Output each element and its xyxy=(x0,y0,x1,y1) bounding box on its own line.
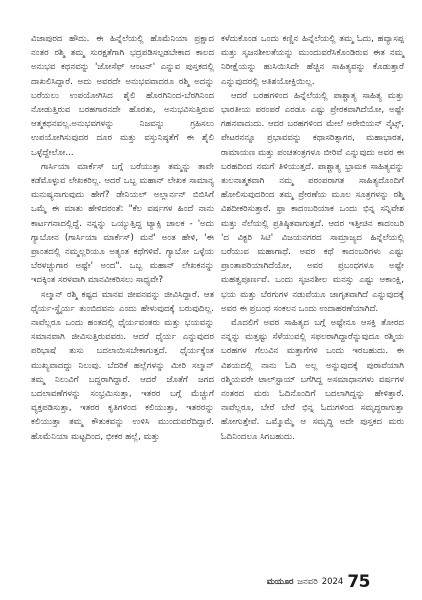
paragraph: ಆದರೆ ಬರಹಗಳಿಂದ ಹಿನ್ನೆಲೆಯಲ್ಲಿ ಪಾಶ್ಚಾತ್ಯ ಸಾಹಿತ್ಯ ಮತ್ತು ಭಾರತೀಯ ಪರಂಪರೆ ಎರಡೂ ಎಷ್ಟು ಪ್ರೇರಕವಾಗಿದೆಯೋ, ಅಷ್ಟೇ ಗಹನವಾದುದು. ಆದರ ಬರಹಗಳಿಂದ ಮೇಲೆ ಅರೇಬಿಯನ್ ನೈಟ್ಸ್, ಪೇಟರನನ್ನೂ ಪ್ರಭಾವವನ್ನು ಕಥಾಸರಿತ್ಸಾಗರ, ಮಹಾಭಾರತ, ರಾಮಾಯಣ ಮತ್ತು ಪಂಚತಂತ್ರಗಳೂ ಬೀರಿವೆ ಎನ್ನುವುದು ಅವರ ಈ ಬರಹದಿಂದ ನಮಗೆ ತಿಳಿಯುತ್ತದೆ. ಪಾಶ್ಚಾತ್ಯ ಭ್ರಾಮಕ ಸಾಹಿತ್ಯವನ್ನು ತುಲನಾತ್ಮಕವಾಗಿ ನಮ್ಮ ಪರಂಪರಾಗತ ಸಾಹಿತ್ಯದೊಂದಿಗೆ ಹೋಲಿಸುವುದರಿಂದ ತಮ್ಮ ಪ್ರೇರಣೆಯ ಮೂಲ ಸೂತ್ರಗಳನ್ನು ರಶ್ಮಿ ವಿಶದೀಕರಿಸುತ್ತಾರೆ. ಫ್ರಾ ಕಾದಂಬರಿಯಾಕ ಒಂದು ಭಿನ್ನ ಸನ್ನಿವೇಶ ಮತ್ತು ನೆಲೆಯಲ್ಲಿ ಪ್ರತಿಷ್ಠಿತವಾಗುತ್ತದೆ. ಆದರ ಇತ್ತೀಚಿನ ಕಾದಂಬರಿ 'ದ ವಿಕ್ಟರಿ ಸಿಟಿ' ವಿಜಯನಗರದ ಸಾಮ್ರಾಜ್ಯದ ಹಿನ್ನೆಲೆಯಲ್ಲಿ ಬರೆಯುವ ಮಹಾಗಾಥೆ. ಅವರ ಕಥೆ ಕಾದಂಬರಿಗಳು ಎಷ್ಟು ಪ್ರಾಂತಾಪರಿಯಾಗಿದೆಯೋ, ಅವರ ಪ್ರಬಂಧಗಳೂ ಅಷ್ಟೇ ಮಹತ್ವಪೂರ್ಣವೆ. ಒಂದು ಸೃಜನಶೀಲ ಮನಸ್ಸು ಎಷ್ಟು ಆಕಾಂಕ್ಷಿ, ಭಯ ಮತ್ತು ಬೆರಗುಗಳ ನಡುವೆಯೂ ಜಾಗೃತವಾಗಿದೆ ಎನ್ನುವುದಕ್ಕೆ ಅವರ ಈ ಪ್ರಬಂಧ ಸಂಕಲನ ಒಂದು ಉದಾಹರಣೆಯಾಗಿದೆ. xyxy=(221,90,404,314)
paragraph: ವಿಜಾಪುರದ ಹೌದು. ಈ ಹಿನ್ನೆಲೆಯಲ್ಲಿ ಹೊಮೆನಿಯಾ ಪ್ರಕ್ಷಾದ ನಂತರ ರಶ್ಮಿ ತಮ್ಮ ಸುರಕ್ಷತೆಗಾಗಿ ಭದ್ರಪಡಿಸಲ್ಪಡಬೇಕಾದ ಕಾಲದ ಅನುಭವ ಕಥನವನ್ನು 'ಜೋಸೆಫ್ ಆಂಟನ್' ಎನ್ನುವ ಪುಸ್ತಕದಲ್ಲಿ ದಾಖಲಿಸಿದ್ದಾರೆ. ಅದು ಅವರದೇ ಅನುಭವವಾದರೂ ರಶ್ಮಿ ಅದನ್ನು ಬರೆಯಲು ಉಪಯೋಗಿಸಿದ ಶೈಲಿ ಹೊರಗಿನಿಂದ-ಬೆರಗಿನಿಂದ ನೋಡುತ್ತಿರುವ ಬರಹಗಾರನದೇ ಹೊರತು, ಅನುಭವಿಸುತ್ತಿರುವ ಆತ್ಮಕಥನವಲ್ಲ.ಅನುಭವಗಳನ್ನು ನಿಜವನ್ನು ಗ್ರಹಿಸಲು ಉಪಯೋಗಿಸುವುದರ ದೂರ ಮತ್ತು ವಸ್ತುನಿಷ್ಠತೆಗೆ ಈ ಶೈಲಿ ಒಳ್ಳೆದ್ದೇಲೋ... xyxy=(31,34,214,158)
left-column xyxy=(31,32,214,444)
issue-month: ಜನವರಿ xyxy=(297,577,318,587)
paragraph: ಕಳೆದುಕೊಂಡ ಒಂದು ಕಣ್ಣಿನ ಹಿನ್ನೆಲೆಯಲ್ಲಿ ತಮ್ಮ ಓದು, ಹವ್ಯಾಸಪ್ಪ ಮತ್ತು ಸೃಜನಶೀಲತೆಯನ್ನು ಮುಂದುವರೆಸಿಕೊಂಡಿರುವ ಈತ ನಮ್ಮ ನಿರೀಕ್ಷೆಯನ್ನು ಹುಸಿಯಿಸಿದೇ ಹೆಚ್ಚಿನ ಸಾಹಿತ್ಯವನ್ನು ಕೊಡುತ್ತಾರೆ ಎನ್ನುವುದರಲ್ಲಿ ಅತಿಶಯೋಕ್ತಿಯಿಲ್ಲ. xyxy=(221,34,404,87)
paragraph: ಗಾರ್ಸಿಯಾ ಮಾರ್ಕೆಸ್ ಬಗ್ಗೆ ಬರೆಯುತ್ತಾ ತಮ್ಮನ್ನು ತಾವೇ ಕಡೆಮೊಳ್ಳುವ ಲೇಖಕರಿಲ್ಲ. ಆದರೆ ಒಬ್ಬ ಮಹಾನ್ ಲೇಖಕ ಸಾಮಾನ್ಯ ಮನುಷ್ಯನಾಗುವುದು ಹೇಗೆ? ಡೇನಿಯಲ್ ಅಲ್ಲಾರ್ನನ್ ಬಿಬಿಸಿಗೆ ಒಮ್ಮೆ ಈ ಮಾತು ಹೇಳಿದರಂತೆ: "ಕೆಲ ವರ್ಷಗಳ ಹಿಂದೆ ನಾನು ಕಾರ್ಟಗನಾದಲ್ಲಿದ್ದೆ. ನನ್ನನ್ನು ಒಯ್ಯುತ್ತಿದ್ದ ಟ್ಯಾಕ್ಸಿ ಚಾಲಕ - 'ಅದು ಗ್ಯಾಬೋನ (ಗಾರ್ಸಿಯಾ ಮಾರ್ಕೆಸ್) ಮನೆ' ಅಂತ ಹೇಳಿ, 'ಈ ಪ್ರಾಂತದಲ್ಲಿ ನಮ್ಮಲ್ಲರಿಯೂ ಅತ್ಯಂತ ಕಥೆಗಳಿವೆ. ಗ್ಯಾಬೋ ಒಳ್ಳೆಯ ಬೆರಳಚ್ಚುಗಾರ ಅಷ್ಟೇ' ಅಂದ". ಒಬ್ಬ ಮಹಾನ್ ಲೇಖಕನನ್ನು ಇದಕ್ಕಿಂತ ಸರಳವಾಗಿ ಮಾನವೀಕರಿಸಲು ಸಾಧ್ಯವೇ? xyxy=(31,161,214,286)
page-footer xyxy=(267,572,370,592)
paragraph: ಸಲ್ಮಾನ್ ರಶ್ಮಿ ಕಷ್ಟದ ಮಾನವ ಜೀವನವನ್ನು ಜೀವಿಸಿದ್ದಾರೆ. ಆತ ಧೈರ್ಯ-ಸ್ಥೈರ್ಯ ತುಂಬಿದವನು ಎಂದು ಹೇಳುವುದಕ್ಕೆ ಬರುವುದಿಲ್ಲ. ನಾವೆಲ್ಲರೂ ಒಂದು ಹಂತದಲ್ಲಿ ಧೈರ್ಯವಂತರು ಮತ್ತು ಭಯವನ್ನು ಸಮಾನವಾಗಿ ಜೀವಿಸುತ್ತಿರುವವರು. ಆದರೆ ಧೈರ್ಯ ಎನ್ನುವುದರ ಪರಿಭಾಷೆ ತುಸು ಬದಲಾಯಿಸಬೇಕಾಗುತ್ತದೆ. ಧೈರ್ಯಕ್ಕೆಂತ ಮುಖ್ಯವಾದದ್ದು ನಿಲುವು. ಬೆದರಿಕೆ ಹಲ್ಲೆಗಳನ್ನು ಮೀರಿ ಸಲ್ಮಾನ್ ತಮ್ಮ ನಿಲುವಿಗೆ ಬದ್ಧರಾಗಿದ್ದಾರೆ. ಆದರೆ ಜೊತೆಗೆ ಜಗದ ಬದಲಾವಣೆಗಳನ್ನು ಸಂಭ್ರಮಿಸುತ್ತಾ, ಇತರರ ಬಗ್ಗೆ ಮೆಚ್ಚುಗೆ ವ್ಯಕ್ತಪಡಿಸುತ್ತಾ, ಇತರರ ಕೃತಿಗಳಿಂದ ಕಲಿಯುತ್ತಾ, ಇತರರನ್ನು ಕಲಿಯುತ್ತಾ ತಮ್ಮ ಕೌತುಕವನ್ನು ಉಳಿಸಿ ಮುಂದುವರೆದಿದ್ದಾರೆ. ಹೊಮೆನಿಯಾ ಮಟ್ಟದಿಂದ, ಭೀಕರ ಹಲ್ಲೆ, ಮತ್ತು xyxy=(31,289,214,442)
right-column xyxy=(221,32,404,444)
issue-year: 2024 xyxy=(321,577,344,587)
page-number: 75 xyxy=(347,572,370,592)
magazine-logo: ಮಯೂರ xyxy=(266,577,294,587)
paragraph: ಮೊದಲಿಗೆ ಅವರ ಸಾಹಿತ್ಯದ ಬಗ್ಗೆ ಅಷ್ಟೇನೂ ಆಸಕ್ತಿ ತೋರದ ನನ್ನನ್ನು ಮತ್ತಷ್ಟು ಸೆಳೆಯುವಲ್ಲಿ ಸಫಲರಾಗಿದ್ದಾರೆನ್ನುವುದೂ ರಶ್ಮಿಯ ಬರಹಗಳ ಗೆಲುವಿನ ಮತ್ತಾಗೆಗಳಿ ಒಂದು ಇರಬಹುದು. ಈ ವಿಶಯದಲ್ಲಿ ನಾನು ಓದಿ ಅಲ್ಲ ಅನ್ನುವುದಕ್ಕೆ ಪುರಾವೆಯಾಗಿ ರಶ್ಮಿಯವರೇ ಟಾಲ್‌ಸ್ಟಾಯ್ ಬಗೆಗಿದ್ದ ಅಸಮಾಧಾನಗಳು ವರ್ಷಗಳ ನಂತರದ ಮರು ಓದಿನೊಂದಿಗೆ ಬದಲಾಗಿದ್ದನ್ನು ಹೇಳಿತ್ತಾರೆ. ನಾವೆಲ್ಲರೂ, ಬೇರೆ ಬೇರೆ ಭಿನ್ನ ಓದುಗಳಿಂದ ಸಮೃದ್ಧರಾಗುತ್ತಾ ಹೋಗುತ್ತೇವೆ. ಒಮ್ಮೊಮ್ಮೆ ಆ ಸಮೃದ್ಧಿ ಅದೇ ಪುಸ್ತಕದ ಮರು ಓದಿನಿಂದಲೂ ಸಿಗಬಹುದು. xyxy=(221,318,404,442)
